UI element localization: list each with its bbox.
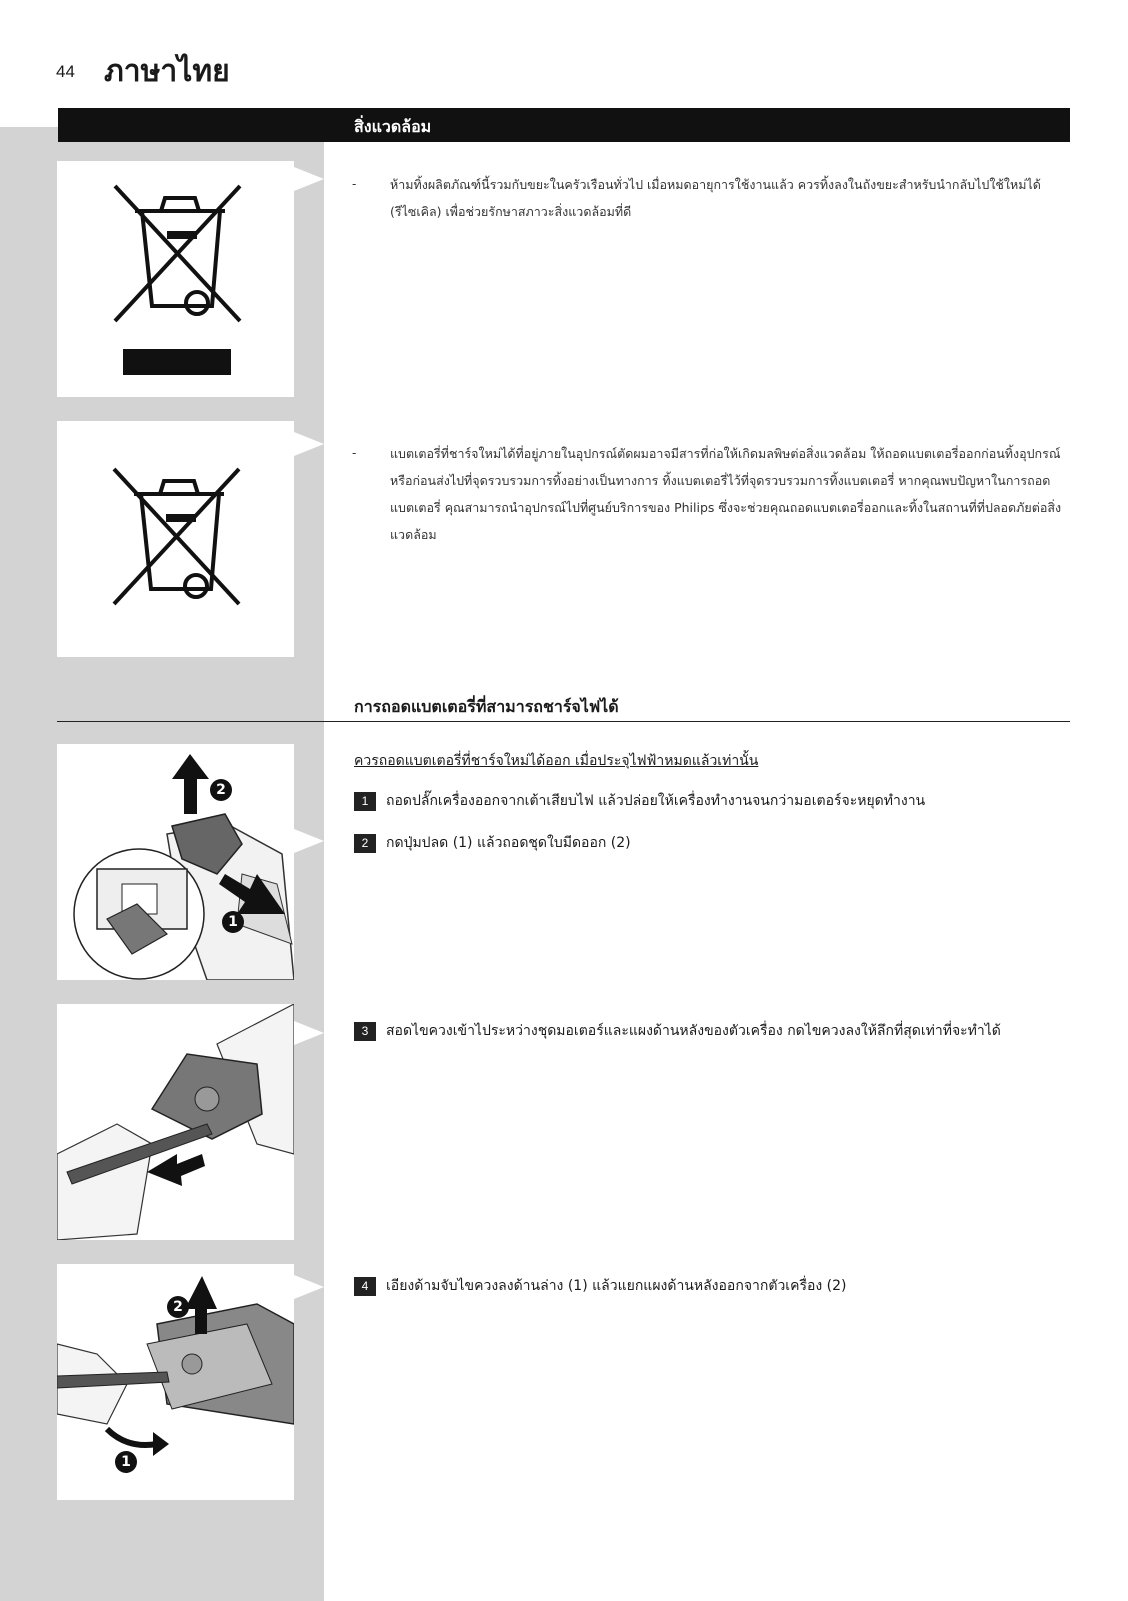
battery-bin-figure [57,421,294,657]
callout-2: 2 [210,779,232,801]
list-bullet: - [352,177,357,191]
step-2 [354,832,631,854]
step-text: ถอดปลั๊กเครื่องออกจากเต้าเสียบไฟ แล้วปล่อยให้เครื่องทำงานจนกว่ามอเตอร์จะหยุดทำงาน [386,793,926,809]
pointer-triangle [294,167,324,191]
weee-bin-figure [57,161,294,397]
section-bar [58,108,1070,142]
list-bullet: - [352,446,357,460]
arrow-up-icon [172,754,209,814]
pointer-triangle [294,432,324,456]
crossed-bin-icon [57,421,294,657]
environment-paragraph-1: ห้ามทิ้งผลิตภัณฑ์นี้รวมกับขยะในครัวเรือนทั่วไป เมื่อหมดอายุการใช้งานแล้ว ควรทิ้งลงในถังขยะสำหรับนำกลับไปใช้ใหม่ได้ (รีไซเคิล) เพื่อช่วยรักษาสภาวะสิ่งแวดล้อมที่ดี [390,177,1041,219]
section-rule [57,721,1070,722]
step-text: กดปุ่มปลด (1) แล้วถอดชุดใบมีดออก (2) [386,835,631,851]
step-4-illustration [57,1264,294,1500]
step-number: 3 [354,1022,376,1041]
arrow-curve-icon [107,1429,157,1445]
step-number: 2 [354,834,376,853]
environment-paragraph-2: แบตเตอรี่ที่ชาร์จใหม่ได้ที่อยู่ภายในอุปกรณ์ตัดผมอาจมีสารที่ก่อให้เกิดมลพิษต่อสิ่งแวดล้อม ให้ถอดแบตเตอรี่ออกก่อนทิ้งอุปกรณ์หรือก่อนส่งไปที่จุดรวบรวมการทิ้งอย่างเป็นทางการ ทิ้งแบตเตอรี่ไว้ที่จุดรวบรวมการทิ้งแบตเตอรี่ หากคุณพบปัญหาในการถอดแบตเตอรี่ คุณสามารถนำอุปกรณ์ไปที่ศูนย์บริการของ Philips ซึ่งจะช่วยคุณถอดแบตเตอรี่ออกและทิ้งในสถานที่ที่ปลอดภัยต่อสิ่งแวดล้อม [390,446,1062,542]
section-heading-battery-removal: การถอดแบตเตอรี่ที่สามารถชาร์จไฟได้ [354,697,619,716]
language-title: ภาษาไทย [104,54,230,89]
page-number: 44 [56,62,75,81]
pointer-triangle [294,829,324,853]
step-3 [354,1020,1001,1042]
callout-2: 2 [167,1296,189,1318]
arrow-right-icon [147,1154,205,1186]
callout-1: 1 [222,911,244,933]
crossed-bin-icon [57,161,294,397]
step-2-illustration [57,744,294,980]
section-title-environment: สิ่งแวดล้อม [354,117,432,136]
pointer-triangle [294,1021,324,1045]
step-1 [354,790,925,812]
pointer-triangle [294,1275,324,1299]
step-text: สอดไขควงเข้าไประหว่างชุดมอเตอร์และแผงด้านหลังของตัวเครื่อง กดไขควงลงให้ลึกที่สุดเท่าที่จะทำได้ [386,1023,1001,1039]
step-number: 4 [354,1277,376,1296]
callout-1: 1 [115,1451,137,1473]
battery-removal-lead: ควรถอดแบตเตอรี่ที่ชาร์จใหม่ได้ออก เมื่อประจุไฟฟ้าหมดแล้วเท่านั้น [354,753,759,769]
step-4 [354,1275,847,1297]
step-number: 1 [354,792,376,811]
step-3-illustration [57,1004,294,1240]
step-text: เอียงด้ามจับไขควงลงด้านล่าง (1) แล้วแยกแผงด้านหลังออกจากตัวเครื่อง (2) [386,1278,847,1294]
